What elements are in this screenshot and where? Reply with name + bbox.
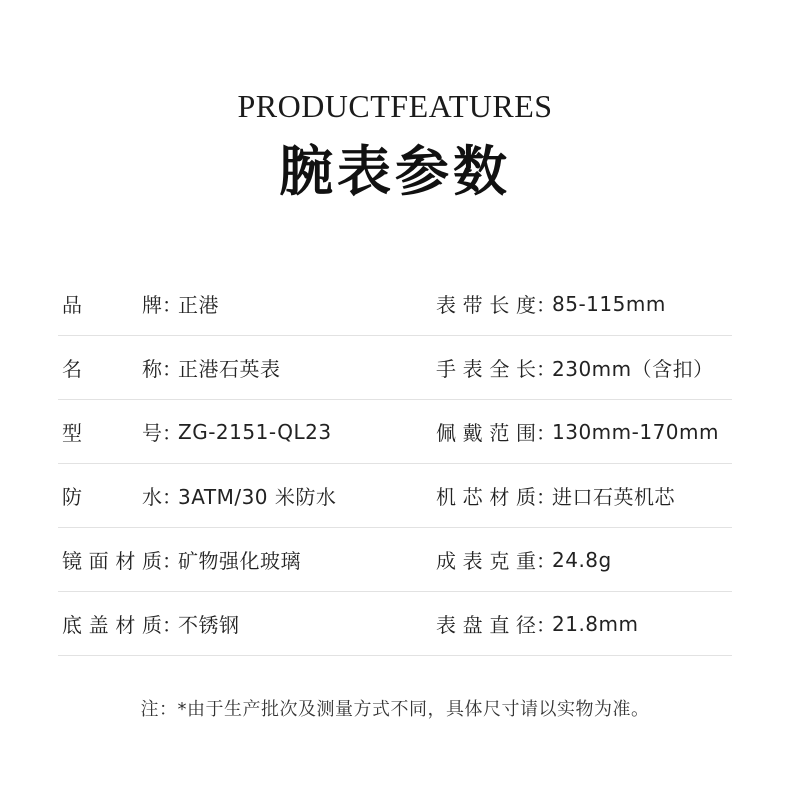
spec-value: 正港石英表 bbox=[178, 357, 281, 381]
spec-label: 底盖材质 bbox=[62, 613, 162, 637]
spec-row bbox=[58, 464, 732, 528]
spec-colon: ： bbox=[162, 357, 182, 381]
spec-cell-water-resistance bbox=[62, 464, 336, 527]
spec-cell-brand bbox=[62, 272, 219, 335]
spec-value: 24.8g bbox=[552, 547, 612, 572]
spec-colon: ： bbox=[536, 421, 556, 445]
spec-cell-weight bbox=[436, 528, 612, 591]
spec-table bbox=[58, 272, 732, 656]
spec-label: 品牌 bbox=[62, 293, 162, 317]
title-english: PRODUCTFEATURES bbox=[237, 88, 553, 124]
spec-value: ZG-2151-QL23 bbox=[178, 419, 332, 444]
spec-cell-caseback bbox=[62, 592, 240, 655]
spec-colon: ： bbox=[162, 549, 182, 573]
spec-value: 85-115mm bbox=[552, 291, 666, 316]
spec-cell-movement bbox=[436, 464, 675, 527]
spec-label: 表盘直径 bbox=[436, 613, 536, 637]
spec-cell-model bbox=[62, 400, 332, 463]
spec-value: 矿物强化玻璃 bbox=[178, 549, 301, 573]
spec-label: 表带长度 bbox=[436, 293, 536, 317]
spec-colon: ： bbox=[536, 293, 556, 317]
spec-value: 正港 bbox=[178, 293, 219, 317]
spec-label: 型号 bbox=[62, 421, 162, 445]
spec-colon: ： bbox=[536, 485, 556, 509]
spec-colon: ： bbox=[162, 421, 182, 445]
spec-row bbox=[58, 272, 732, 336]
spec-colon: ： bbox=[162, 485, 182, 509]
spec-cell-name bbox=[62, 336, 281, 399]
spec-cell-strap-length bbox=[436, 272, 666, 335]
spec-value: 进口石英机芯 bbox=[552, 485, 675, 509]
page-title: 腕表参数 bbox=[279, 140, 511, 203]
spec-value: 21.8mm bbox=[552, 611, 639, 636]
spec-label: 机芯材质 bbox=[436, 485, 536, 509]
spec-value: 230mm（含扣） bbox=[552, 357, 714, 381]
spec-cell-glass bbox=[62, 528, 301, 591]
spec-label: 镜面材质 bbox=[62, 549, 162, 573]
spec-value: 不锈钢 bbox=[178, 613, 240, 637]
spec-value: 3ATM/30 米防水 bbox=[178, 485, 337, 509]
spec-colon: ： bbox=[536, 357, 556, 381]
spec-colon: ： bbox=[162, 613, 182, 637]
spec-label: 名称 bbox=[62, 357, 162, 381]
spec-label: 佩戴范围 bbox=[436, 421, 536, 445]
spec-cell-wear-range bbox=[436, 400, 719, 463]
spec-label: 手表全长 bbox=[436, 357, 536, 381]
spec-colon: ： bbox=[536, 549, 556, 573]
spec-label: 防水 bbox=[62, 485, 162, 509]
spec-row bbox=[58, 400, 732, 464]
spec-colon: ： bbox=[536, 613, 556, 637]
spec-row bbox=[58, 336, 732, 400]
spec-label: 成表克重 bbox=[436, 549, 536, 573]
spec-cell-dial-diameter bbox=[436, 592, 639, 655]
spec-cell-total-length bbox=[436, 336, 714, 399]
spec-colon: ： bbox=[162, 293, 182, 317]
footnote: 注：*由于生产批次及测量方式不同，具体尺寸请以实物为准。 bbox=[140, 699, 650, 720]
spec-row bbox=[58, 592, 732, 656]
spec-value: 130mm-170mm bbox=[552, 419, 719, 444]
spec-row bbox=[58, 528, 732, 592]
